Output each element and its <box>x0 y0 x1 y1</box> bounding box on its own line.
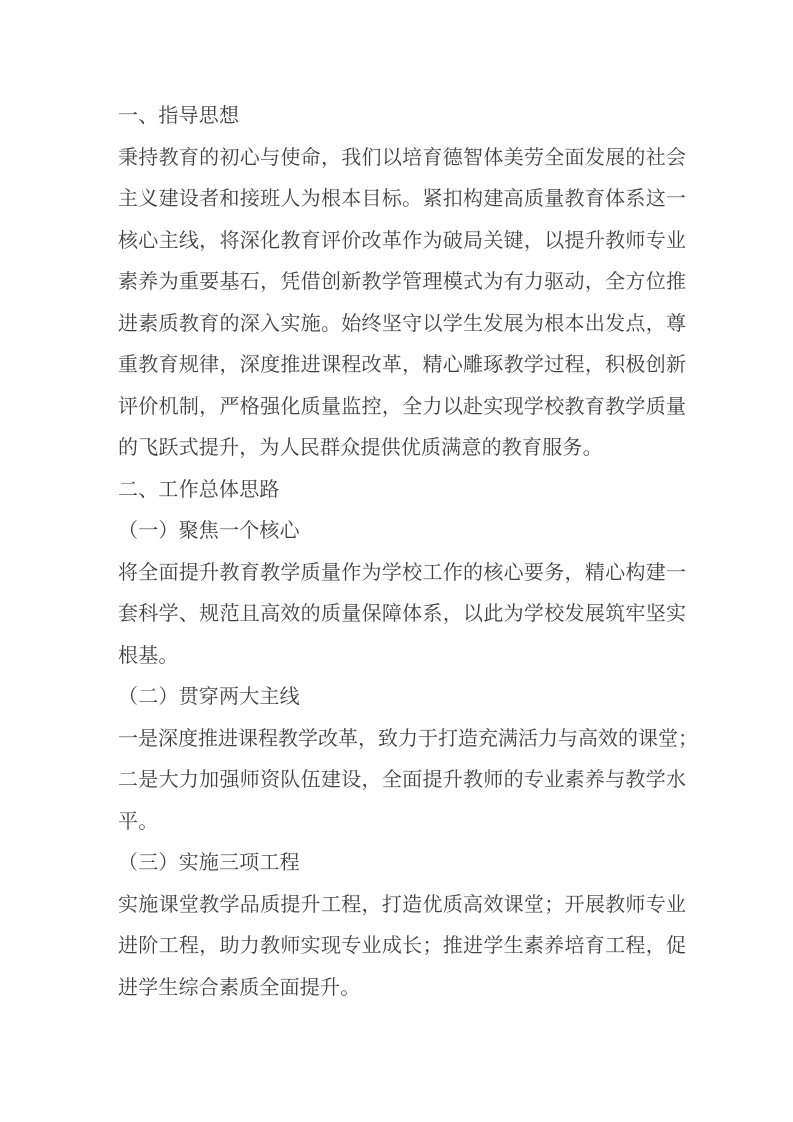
heading-line: （一）聚焦一个核心 <box>118 520 300 542</box>
heading-line: 一、指导思想 <box>118 105 240 127</box>
body-text-line: 平。 <box>118 810 159 833</box>
body-text-line: 评价机制，严格强化质量监控，全力以赴实现学校教育教学质量 <box>118 395 686 418</box>
body-text-line: 二是大力加强师资队伍建设，全面提升教师的专业素养与教学水 <box>118 769 686 791</box>
heading-line: （三）实施三项工程 <box>118 852 300 874</box>
body-text-line: 根基。 <box>118 644 179 667</box>
body-text-line: 重教育规律，深度推进课程改革，精心雕琢教学过程，积极创新 <box>118 354 686 376</box>
heading-line: （二）贯穿两大主线 <box>118 686 300 708</box>
body-text-line: 核心主线，将深化教育评价改革作为破局关键，以提升教师专业 <box>118 229 686 252</box>
body-text-line: 进学生综合素质全面提升。 <box>118 976 361 999</box>
body-text-line: 秉持教育的初心与使命，我们以培育德智体美劳全面发展的社会 <box>118 146 686 169</box>
body-text-line: 进素质教育的深入实施。始终坚守以学生发展为根本出发点，尊 <box>118 312 686 335</box>
body-text-line: 素养为重要基石，凭借创新教学管理模式为有力驱动，全方位推 <box>118 271 686 293</box>
body-text-line: 主义建设者和接班人为根本目标。紧扣构建高质量教育体系这一 <box>118 188 686 210</box>
document-text-block <box>118 96 698 1009</box>
body-text-line: 将全面提升教育教学质量作为学校工作的核心要务，精心构建一 <box>118 561 686 584</box>
heading-line: 二、工作总体思路 <box>118 478 280 501</box>
body-text-line: 实施课堂教学品质提升工程，打造优质高效课堂；开展教师专业 <box>118 893 686 916</box>
body-text-line: 进阶工程，助力教师实现专业成长；推进学生素养培育工程，促 <box>118 935 686 957</box>
body-text-line: 套科学、规范且高效的质量保障体系，以此为学校发展筑牢坚实 <box>118 603 686 625</box>
body-text-line: 一是深度推进课程教学改革，致力于打造充满活力与高效的课堂； <box>118 727 698 750</box>
body-text-line: 的飞跃式提升，为人民群众提供优质满意的教育服务。 <box>118 437 603 459</box>
